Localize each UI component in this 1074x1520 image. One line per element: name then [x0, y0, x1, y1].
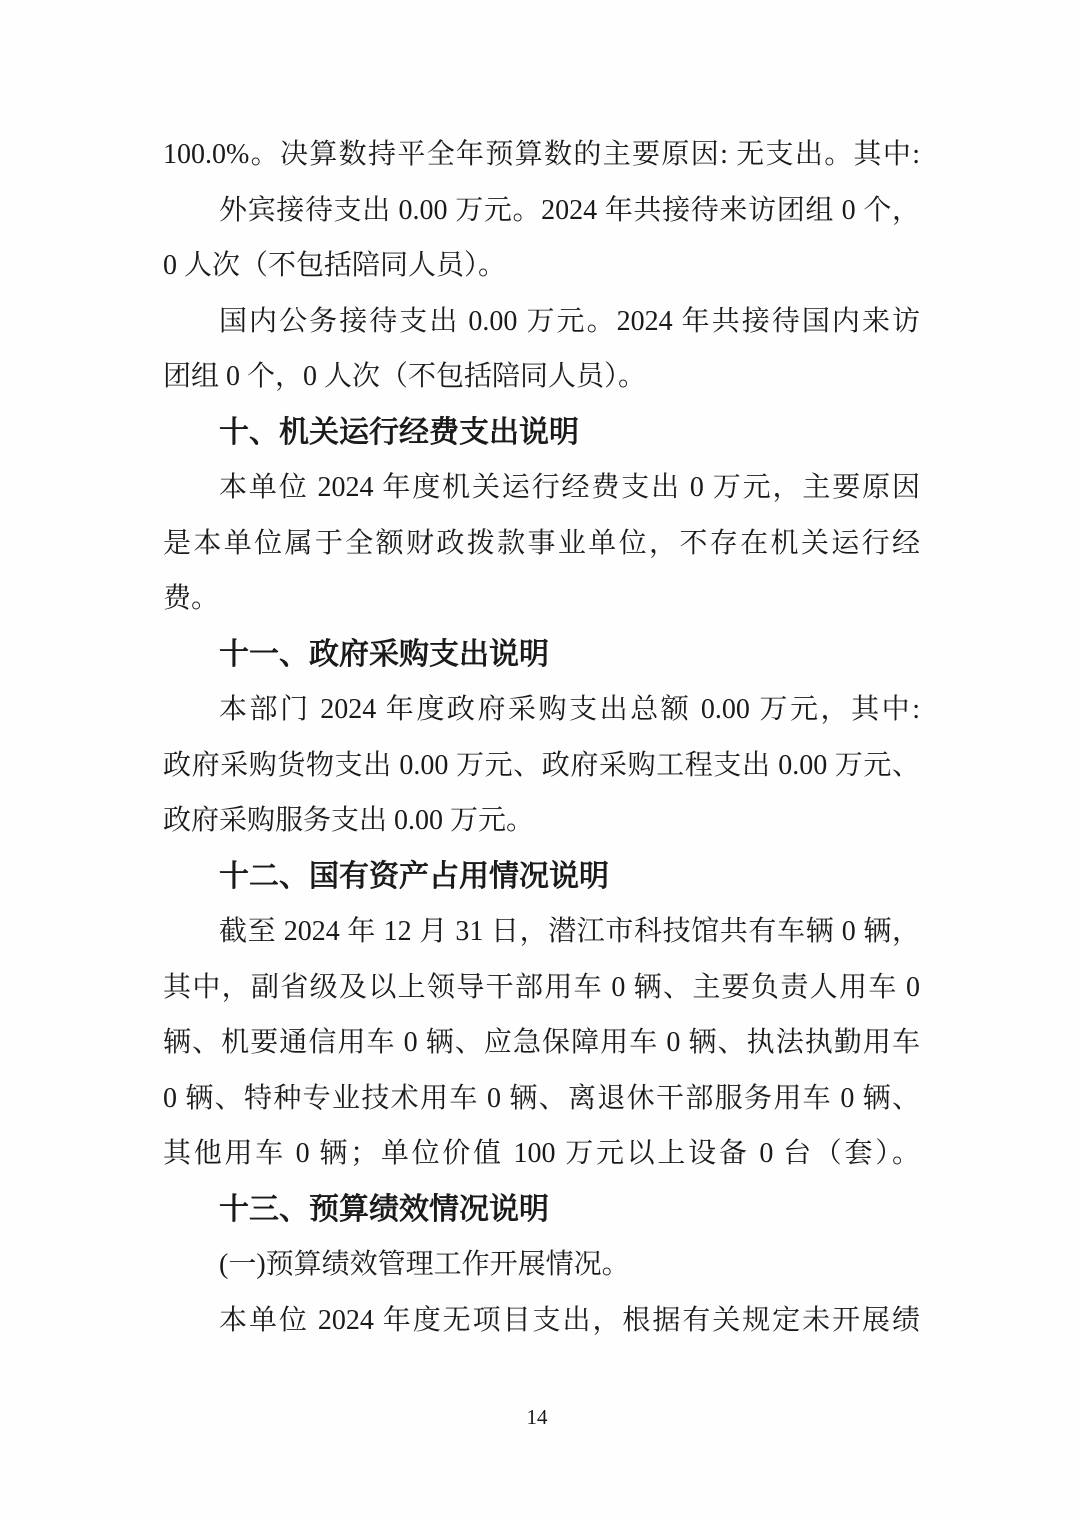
text-line: 政府采购服务支出 0.00 万元。	[163, 805, 535, 836]
section-heading: 十三、预算绩效情况说明	[219, 1192, 549, 1226]
section-heading: 十一、政府采购支出说明	[219, 637, 549, 671]
text-line: 本单位 2024 年度机关运行经费支出 0 万元，主要原因	[219, 472, 920, 503]
text-line: 国内公务接待支出 0.00 万元。2024 年共接待国内来访	[219, 305, 920, 337]
page-footer	[0, 1405, 1074, 1430]
text-line: (一)预算绩效管理工作开展情况。	[219, 1249, 630, 1280]
page-number: 14	[526, 1405, 548, 1429]
document-body	[163, 127, 920, 1348]
section-heading: 十二、国有资产占用情况说明	[219, 859, 609, 893]
text-line: 外宾接待支出 0.00 万元。2024 年共接待来访团组 0 个，	[219, 194, 920, 226]
text-line: 费。	[163, 583, 220, 614]
text-line: 是本单位属于全额财政拨款事业单位，不存在机关运行经	[163, 527, 920, 559]
text-line: 截至 2024 年 12 月 31 日，潜江市科技馆共有车辆 0 辆，	[219, 916, 920, 947]
text-line: 0 人次（不包括陪同人员）。	[163, 250, 507, 281]
text-line: 其他用车 0 辆；单位价值 100 万元以上设备 0 台（套）。	[163, 1138, 920, 1169]
text-line: 政府采购货物支出 0.00 万元、政府采购工程支出 0.00 万元、	[163, 749, 920, 781]
text-line: 本部门 2024 年度政府采购支出总额 0.00 万元，其中:	[219, 694, 920, 725]
text-line: 其中，副省级及以上领导干部用车 0 辆、主要负责人用车 0	[163, 971, 920, 1003]
text-line: 0 辆、特种专业技术用车 0 辆、离退休干部服务用车 0 辆、	[163, 1082, 920, 1114]
text-line: 辆、机要通信用车 0 辆、应急保障用车 0 辆、执法执勤用车	[163, 1027, 920, 1058]
text-line: 团组 0 个，0 人次（不包括陪同人员）。	[163, 361, 647, 392]
text-line: 本单位 2024 年度无项目支出，根据有关规定未开展绩	[219, 1304, 920, 1336]
section-heading: 十、机关运行经费支出说明	[219, 415, 579, 449]
text-line: 100.0%。决算数持平全年预算数的主要原因: 无支出。其中:	[163, 139, 920, 170]
